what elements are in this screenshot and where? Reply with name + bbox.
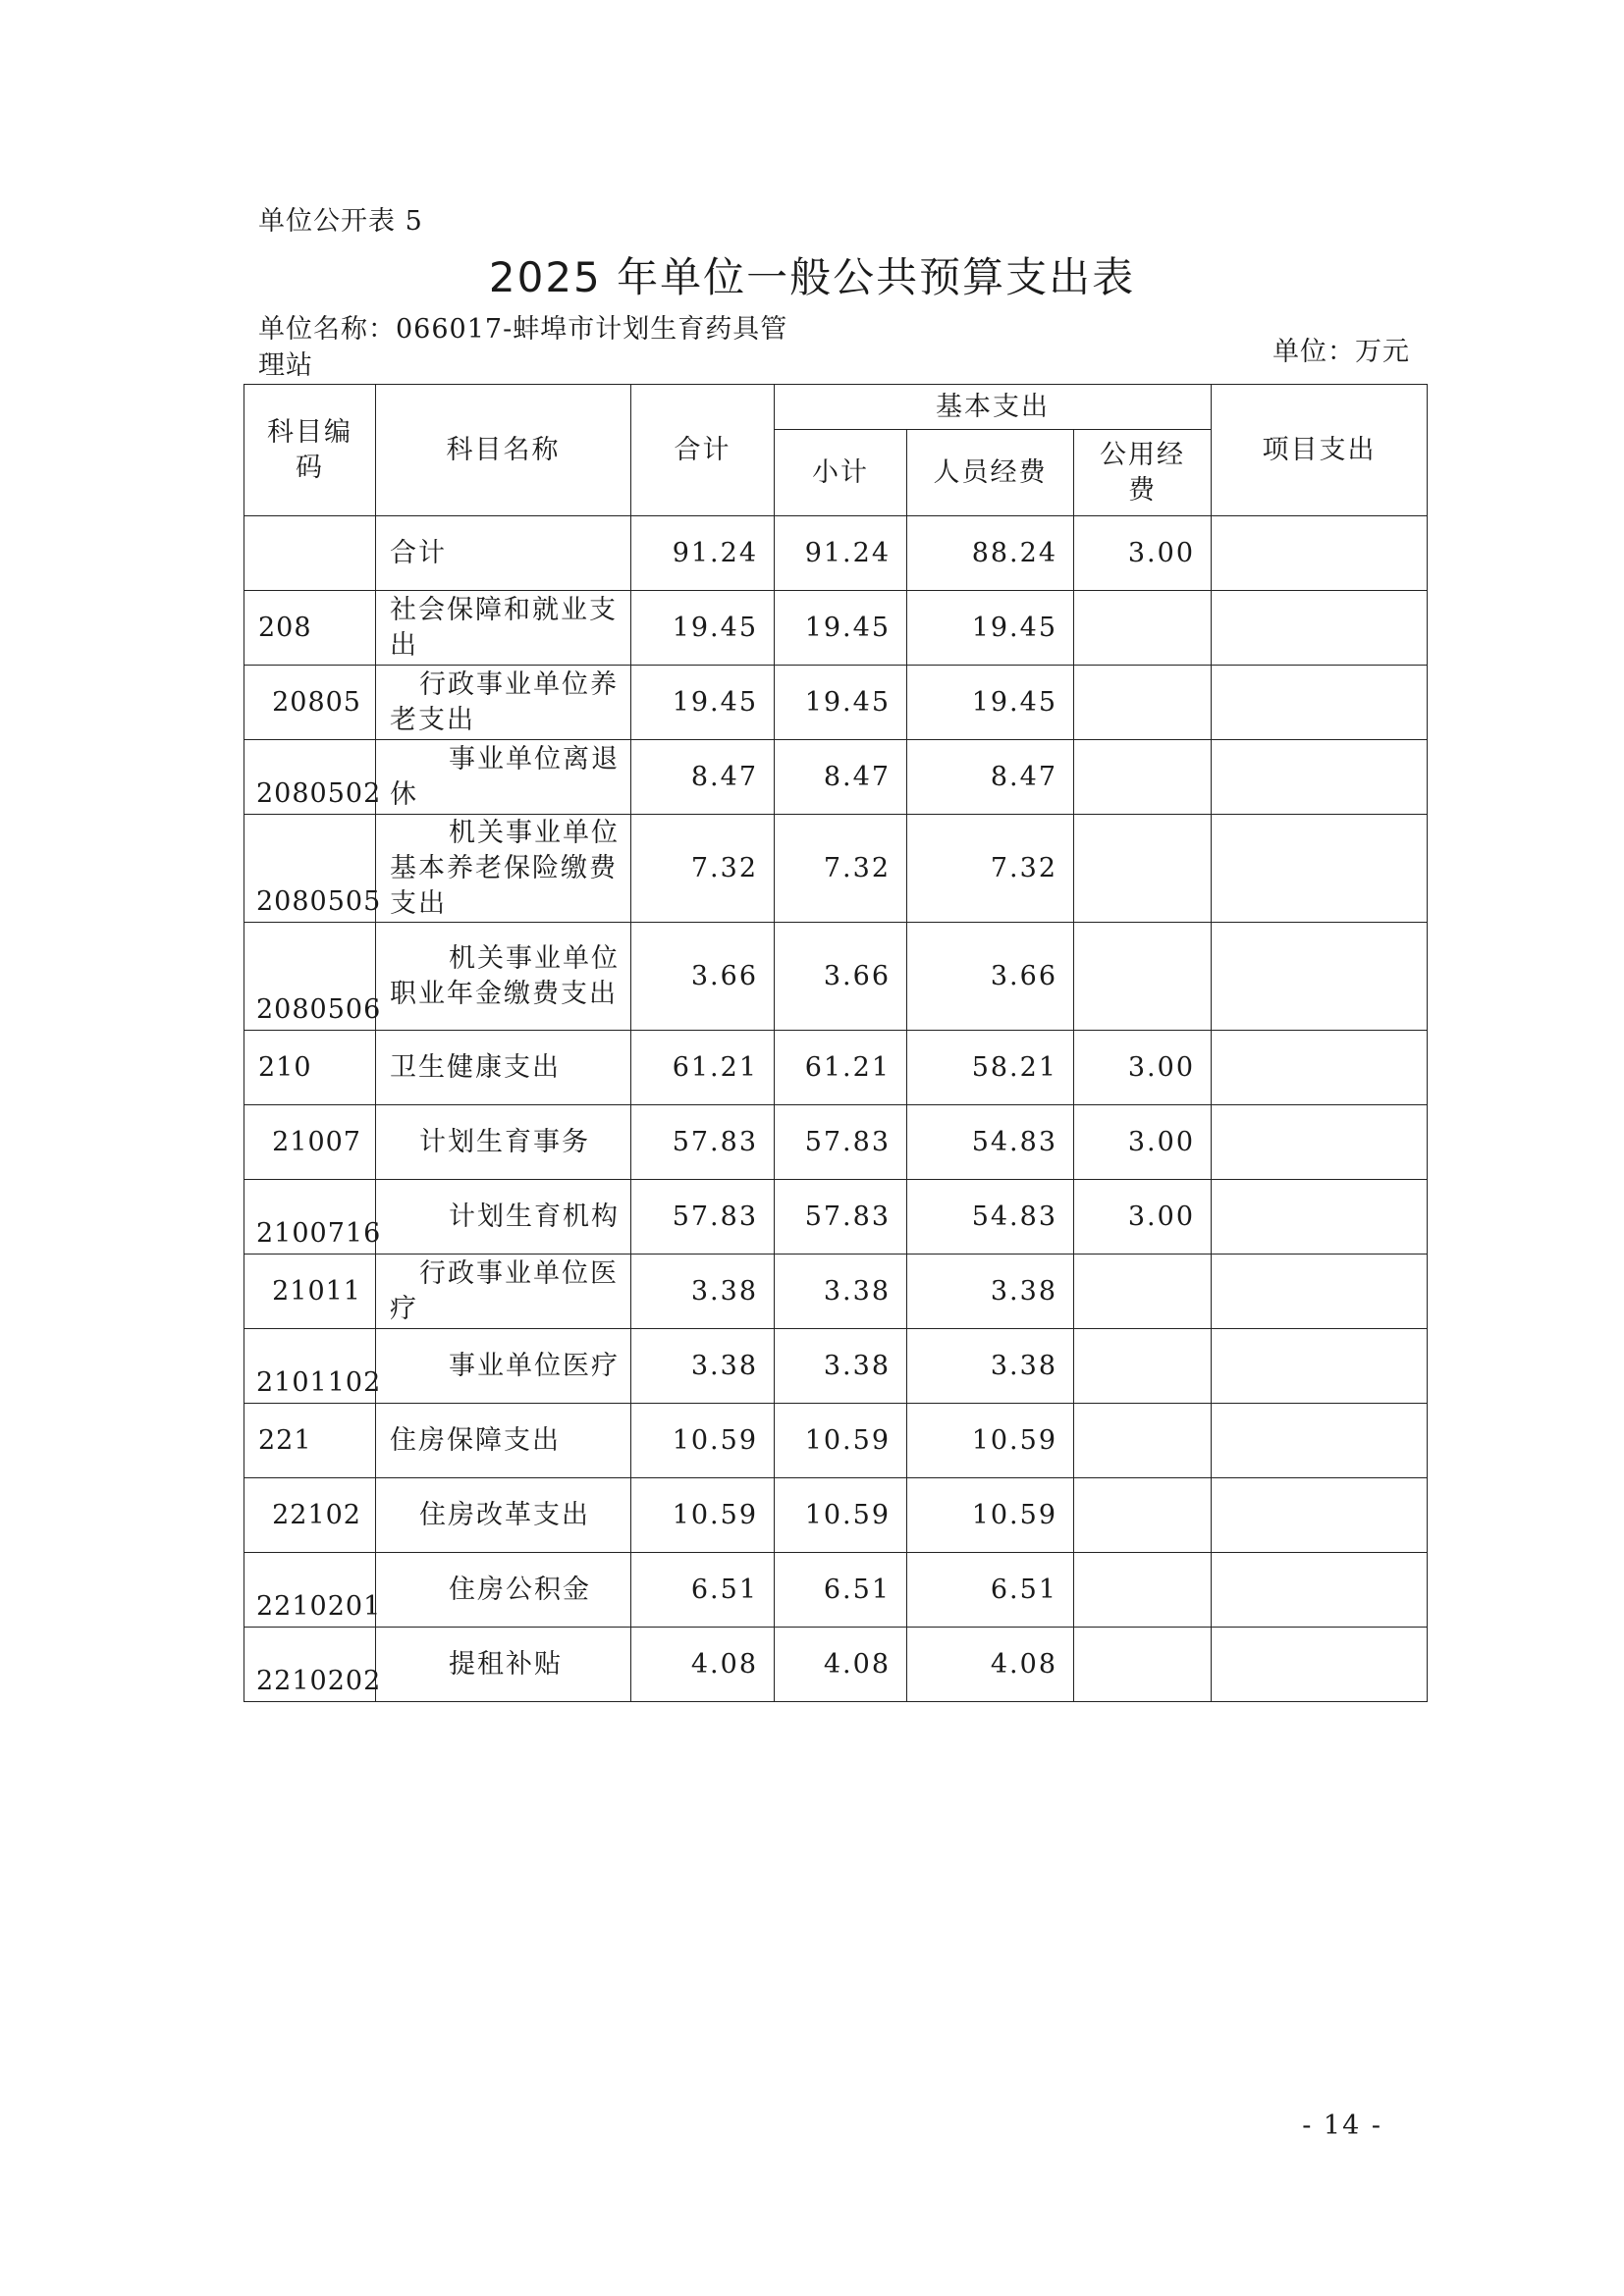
cell-public: [1074, 591, 1212, 666]
header-personnel: 人员经费: [907, 430, 1074, 516]
cell-total: 57.83: [631, 1180, 775, 1255]
cell-public: [1074, 1478, 1212, 1553]
cell-total: 91.24: [631, 516, 775, 591]
cell-subtotal: 10.59: [775, 1478, 907, 1553]
cell-code: 21011: [244, 1255, 376, 1329]
cell-personnel: 4.08: [907, 1628, 1074, 1702]
cell-subtotal: 57.83: [775, 1105, 907, 1180]
table-row: [244, 1553, 1428, 1628]
cell-name: 住房公积金: [376, 1553, 631, 1628]
cell-name: 机关事业单位职业年金缴费支出: [376, 923, 631, 1031]
cell-code: 2210202: [244, 1628, 376, 1702]
cell-total: 10.59: [631, 1404, 775, 1478]
unit-currency: 单位：万元: [1272, 337, 1410, 367]
cell-personnel: 7.32: [907, 815, 1074, 923]
cell-personnel: 58.21: [907, 1031, 1074, 1105]
table-row: [244, 1329, 1428, 1404]
cell-project: [1212, 1105, 1428, 1180]
cell-public: 3.00: [1074, 1180, 1212, 1255]
cell-personnel: 3.38: [907, 1329, 1074, 1404]
table-row: [244, 591, 1428, 666]
cell-total: 4.08: [631, 1628, 775, 1702]
cell-name: 住房改革支出: [376, 1478, 631, 1553]
cell-name: 计划生育事务: [376, 1105, 631, 1180]
cell-public: [1074, 1329, 1212, 1404]
cell-personnel: 3.38: [907, 1255, 1074, 1329]
table-row: [244, 666, 1428, 740]
cell-project: [1212, 1329, 1428, 1404]
cell-subtotal: 3.38: [775, 1255, 907, 1329]
cell-code: 21007: [244, 1105, 376, 1180]
cell-personnel: 10.59: [907, 1478, 1074, 1553]
unit-name: 单位名称：066017-蚌埠市计划生育药具管理站: [258, 314, 788, 381]
cell-subtotal: 19.45: [775, 666, 907, 740]
cell-personnel: 8.47: [907, 740, 1074, 815]
budget-table: [244, 384, 1428, 1702]
header-code: 科目编码: [244, 385, 376, 516]
cell-name: 住房保障支出: [376, 1404, 631, 1478]
header-basic: 基本支出: [775, 385, 1212, 430]
cell-total: 19.45: [631, 666, 775, 740]
cell-code: 2210201: [244, 1553, 376, 1628]
cell-public: [1074, 666, 1212, 740]
cell-name: 提租补贴: [376, 1628, 631, 1702]
cell-public: 3.00: [1074, 516, 1212, 591]
cell-subtotal: 19.45: [775, 591, 907, 666]
cell-code: 2080506: [244, 923, 376, 1031]
cell-name: 卫生健康支出: [376, 1031, 631, 1105]
cell-code: 2080502: [244, 740, 376, 815]
cell-name: 事业单位离退休: [376, 740, 631, 815]
cell-name: 行政事业单位医疗: [376, 1255, 631, 1329]
cell-total: 57.83: [631, 1105, 775, 1180]
cell-total: 3.66: [631, 923, 775, 1031]
table-row: [244, 923, 1428, 1031]
header-name: 科目名称: [376, 385, 631, 516]
cell-code: 208: [244, 591, 376, 666]
table-row: [244, 1478, 1428, 1553]
cell-subtotal: 91.24: [775, 516, 907, 591]
cell-total: 8.47: [631, 740, 775, 815]
table-row: [244, 740, 1428, 815]
cell-name: 机关事业单位基本养老保险缴费支出: [376, 815, 631, 923]
cell-total: 3.38: [631, 1329, 775, 1404]
cell-personnel: 6.51: [907, 1553, 1074, 1628]
cell-public: [1074, 1553, 1212, 1628]
table-row: [244, 1180, 1428, 1255]
cell-project: [1212, 1478, 1428, 1553]
cell-code: 221: [244, 1404, 376, 1478]
cell-subtotal: 3.38: [775, 1329, 907, 1404]
cell-subtotal: 10.59: [775, 1404, 907, 1478]
cell-code: 22102: [244, 1478, 376, 1553]
table-row: [244, 815, 1428, 923]
cell-total: 19.45: [631, 591, 775, 666]
cell-public: [1074, 1255, 1212, 1329]
cell-name: 事业单位医疗: [376, 1329, 631, 1404]
table-row: [244, 1255, 1428, 1329]
cell-public: [1074, 923, 1212, 1031]
cell-subtotal: 57.83: [775, 1180, 907, 1255]
cell-public: [1074, 815, 1212, 923]
cell-name: 行政事业单位养老支出: [376, 666, 631, 740]
cell-total: 61.21: [631, 1031, 775, 1105]
header-total: 合计: [631, 385, 775, 516]
cell-subtotal: 61.21: [775, 1031, 907, 1105]
header-subtotal: 小计: [775, 430, 907, 516]
cell-name: 计划生育机构: [376, 1180, 631, 1255]
cell-project: [1212, 516, 1428, 591]
table-row: [244, 1404, 1428, 1478]
cell-total: 10.59: [631, 1478, 775, 1553]
cell-code: 2100716: [244, 1180, 376, 1255]
cell-subtotal: 7.32: [775, 815, 907, 923]
cell-personnel: 54.83: [907, 1105, 1074, 1180]
cell-project: [1212, 1404, 1428, 1478]
cell-code: [244, 516, 376, 591]
cell-personnel: 19.45: [907, 666, 1074, 740]
header-public: 公用经费: [1074, 430, 1212, 516]
cell-name: 合计: [376, 516, 631, 591]
cell-subtotal: 8.47: [775, 740, 907, 815]
cell-total: 3.38: [631, 1255, 775, 1329]
cell-personnel: 19.45: [907, 591, 1074, 666]
table-row: [244, 516, 1428, 591]
cell-subtotal: 4.08: [775, 1628, 907, 1702]
cell-project: [1212, 740, 1428, 815]
cell-code: 2101102: [244, 1329, 376, 1404]
table-row: [244, 1628, 1428, 1702]
cell-total: 6.51: [631, 1553, 775, 1628]
cell-code: 20805: [244, 666, 376, 740]
cell-project: [1212, 666, 1428, 740]
cell-public: [1074, 740, 1212, 815]
table-row: [244, 1031, 1428, 1105]
cell-subtotal: 6.51: [775, 1553, 907, 1628]
cell-project: [1212, 1553, 1428, 1628]
cell-project: [1212, 1031, 1428, 1105]
cell-project: [1212, 1180, 1428, 1255]
cell-public: 3.00: [1074, 1105, 1212, 1180]
cell-project: [1212, 1255, 1428, 1329]
cell-total: 7.32: [631, 815, 775, 923]
table-row: [244, 1105, 1428, 1180]
cell-project: [1212, 1628, 1428, 1702]
cell-personnel: 3.66: [907, 923, 1074, 1031]
cell-project: [1212, 923, 1428, 1031]
table-label: 单位公开表 5: [258, 206, 423, 237]
cell-subtotal: 3.66: [775, 923, 907, 1031]
page-title: 2025 年单位一般公共预算支出表: [488, 253, 1136, 301]
cell-personnel: 88.24: [907, 516, 1074, 591]
table-body: [244, 516, 1428, 1702]
header-project: 项目支出: [1212, 385, 1428, 516]
cell-code: 210: [244, 1031, 376, 1105]
cell-project: [1212, 815, 1428, 923]
cell-name: 社会保障和就业支出: [376, 591, 631, 666]
cell-personnel: 54.83: [907, 1180, 1074, 1255]
page-number: - 14 -: [1302, 2110, 1382, 2141]
cell-public: [1074, 1628, 1212, 1702]
cell-public: 3.00: [1074, 1031, 1212, 1105]
cell-public: [1074, 1404, 1212, 1478]
cell-code: 2080505: [244, 815, 376, 923]
cell-personnel: 10.59: [907, 1404, 1074, 1478]
cell-project: [1212, 591, 1428, 666]
